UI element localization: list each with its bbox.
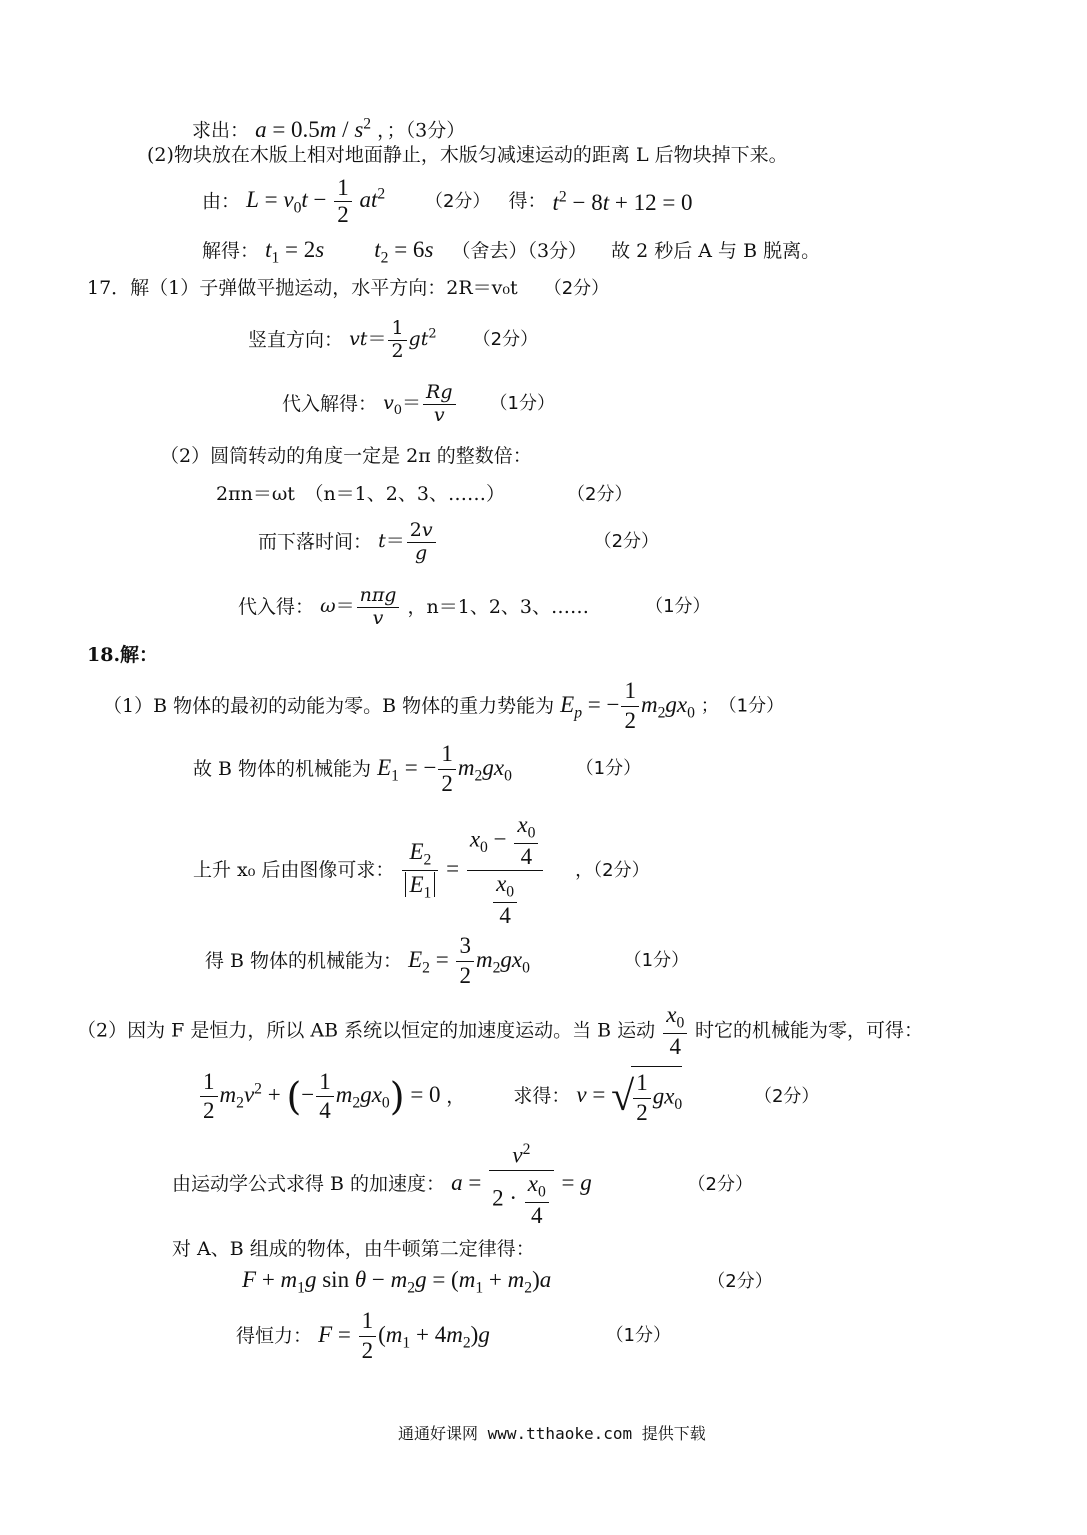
formula-acceleration: $a = 0.5m / s^2$ — [255, 115, 372, 142]
formula-ratio: $\frac{E_2}{E_1}$ = $x_0$ − $\frac{x_0}{4}$ $\frac{x_0}{4}$ — [400, 856, 551, 881]
page-footer: 通通好课网 www.tthaoke.com 提供下载 — [398, 1424, 706, 1443]
question-17-heading: 17．解（1）子弹做平抛运动，水平方向：2R＝v₀t （2分） — [87, 277, 610, 299]
formula-v0: $v_0=$ $\frac{Rg}{v}$ — [383, 392, 463, 414]
formula-potential-energy: $E_p$ = − $\frac{1}{2}$ $m_2gx_0$ — [560, 678, 695, 733]
formula-newton: $F + m_1g$ $\sin \theta - m_2g = (m_1 + m_2)a$ — [242, 1267, 552, 1297]
question-18-ratio: 上升 x₀ 后由图像可求： $\frac{E_2}{E_1}$ = $x_0$ − $\frac{x_0}{4}$ $\frac{x_0}{4}$ ，（2分） — [193, 812, 650, 928]
formula-t1: $t_1 = 2s$ — [265, 237, 325, 267]
solution-line-time: 解得： $t_1 = 2s$ $t_2 = 6s$ （舍去）（3分） 故 2 秒后 A 与 B 脱离。 — [202, 237, 821, 267]
formula-omega: ω＝ nπg v — [320, 595, 407, 617]
question-18-mechanical-energy-1: 故 B 物体的机械能为 $E_1$ = − $\frac{1}{2}$ $m_2gx_0$ （1分） — [193, 741, 642, 796]
question-17-substitution: 代入解得： $v_0=$ $\frac{Rg}{v}$ （1分） — [282, 381, 555, 426]
question-17-angle-eq: 2πn＝ωt （n＝1、2、3、……） （2分） — [216, 483, 633, 505]
equation-line-distance: 由： $L = v_0t$ − $\frac{1}{2}$ $at^2$ （2分） 得： $t^2 - 8t + 12 = 0$ — [202, 175, 693, 228]
formula-energy-sum: $\frac{1}{2}$ $m_2v^2$ + (− $\frac{1}{4}$ $m_2gx_0) = 0$ — [198, 1082, 446, 1107]
question-17-fall-time: 而下落时间： t＝ $\frac{2v}{g}$ （2分） — [258, 519, 660, 564]
question-18-mechanical-energy-2: 得 B 物体的机械能为： $E_2$ = $\frac{3}{2}$ $m_2gx_0$ （1分） — [205, 933, 690, 988]
formula-force: F = $\frac{1}{2}$ $(m_1 + 4m_2)g$ — [318, 1308, 490, 1363]
formula-fall-time: t＝ $\frac{2v}{g}$ — [378, 530, 444, 552]
question-18-potential-energy: （1）B 物体的最初的动能为零。B 物体的重力势能为 $E_p$ = − $\frac{1}{2}$ $m_2gx_0$ ； （1分） — [103, 678, 785, 733]
formula-e1: $E_1$ = − $\frac{1}{2}$ $m_2gx_0$ — [377, 741, 512, 796]
formula-quadratic: $t^2 - 8t + 12 = 0$ — [552, 188, 693, 216]
question-17-part2: （2）圆筒转动的角度一定是 2π 的整数倍： — [160, 445, 532, 467]
question-18-newton-equation: $F + m_1g$ $\sin \theta - m_2g = (m_1 + m_2)a$ （2分） — [242, 1267, 773, 1297]
answer-line-acceleration: 求出： $a = 0.5m / s^2$ ，；（3分） — [192, 115, 466, 142]
formula-vertical: vt＝ $\frac{1}{2}$ $gt^2$ — [349, 317, 437, 362]
formula-distance: $L = v_0t$ − $\frac{1}{2}$ $at^2$ — [246, 175, 386, 228]
text-line-part2: (2)物块放在木版上相对地面静止，木版匀减速运动的距离 L 后物块掉下来。 — [147, 144, 788, 166]
question-17-vertical: 竖直方向： vt＝ $\frac{1}{2}$ $gt^2$ （2分） — [248, 317, 539, 362]
formula-t2: $t_2 = 6s$ — [374, 237, 434, 267]
question-18-energy-equation: $\frac{1}{2}$ $m_2v^2$ + (− $\frac{1}{4}$ $m_2gx_0) = 0$ ， 求得： v = √ $\frac{1}{2}$ $gx_0$ （2分） — [198, 1066, 819, 1128]
formula-x0-over-4: $\frac{x_0}{4}$ — [661, 1016, 695, 1041]
formula-e2: $E_2$ = $\frac{3}{2}$ $m_2gx_0$ — [408, 933, 530, 988]
question-17-omega: 代入得： ω＝ nπg v ，n＝1、2、3、…… （1分） — [238, 584, 711, 629]
question-18-heading: 18.解： — [87, 644, 159, 666]
question-18-acceleration: 由运动学公式求得 B 的加速度： a = $v^2$ 2 · $\frac{x_0}{4}$ = g （2分） — [172, 1141, 753, 1228]
formula-b-acceleration: a = $v^2$ 2 · $\frac{x_0}{4}$ = g — [451, 1141, 592, 1228]
question-18-part2: （2）因为 F 是恒力，所以 AB 系统以恒定的加速度运动。当 B 运动 $\frac{x_0}{4}$ 时它的机械能为零，可得： — [77, 1002, 924, 1059]
formula-velocity: v = √ $\frac{1}{2}$ $gx_0$ — [576, 1082, 688, 1107]
question-18-force: 得恒力： F = $\frac{1}{2}$ $(m_1 + 4m_2)g$ （1分） — [236, 1308, 672, 1363]
question-18-newton-intro: 对 A、B 组成的物体，由牛顿第二定律得： — [172, 1238, 535, 1260]
